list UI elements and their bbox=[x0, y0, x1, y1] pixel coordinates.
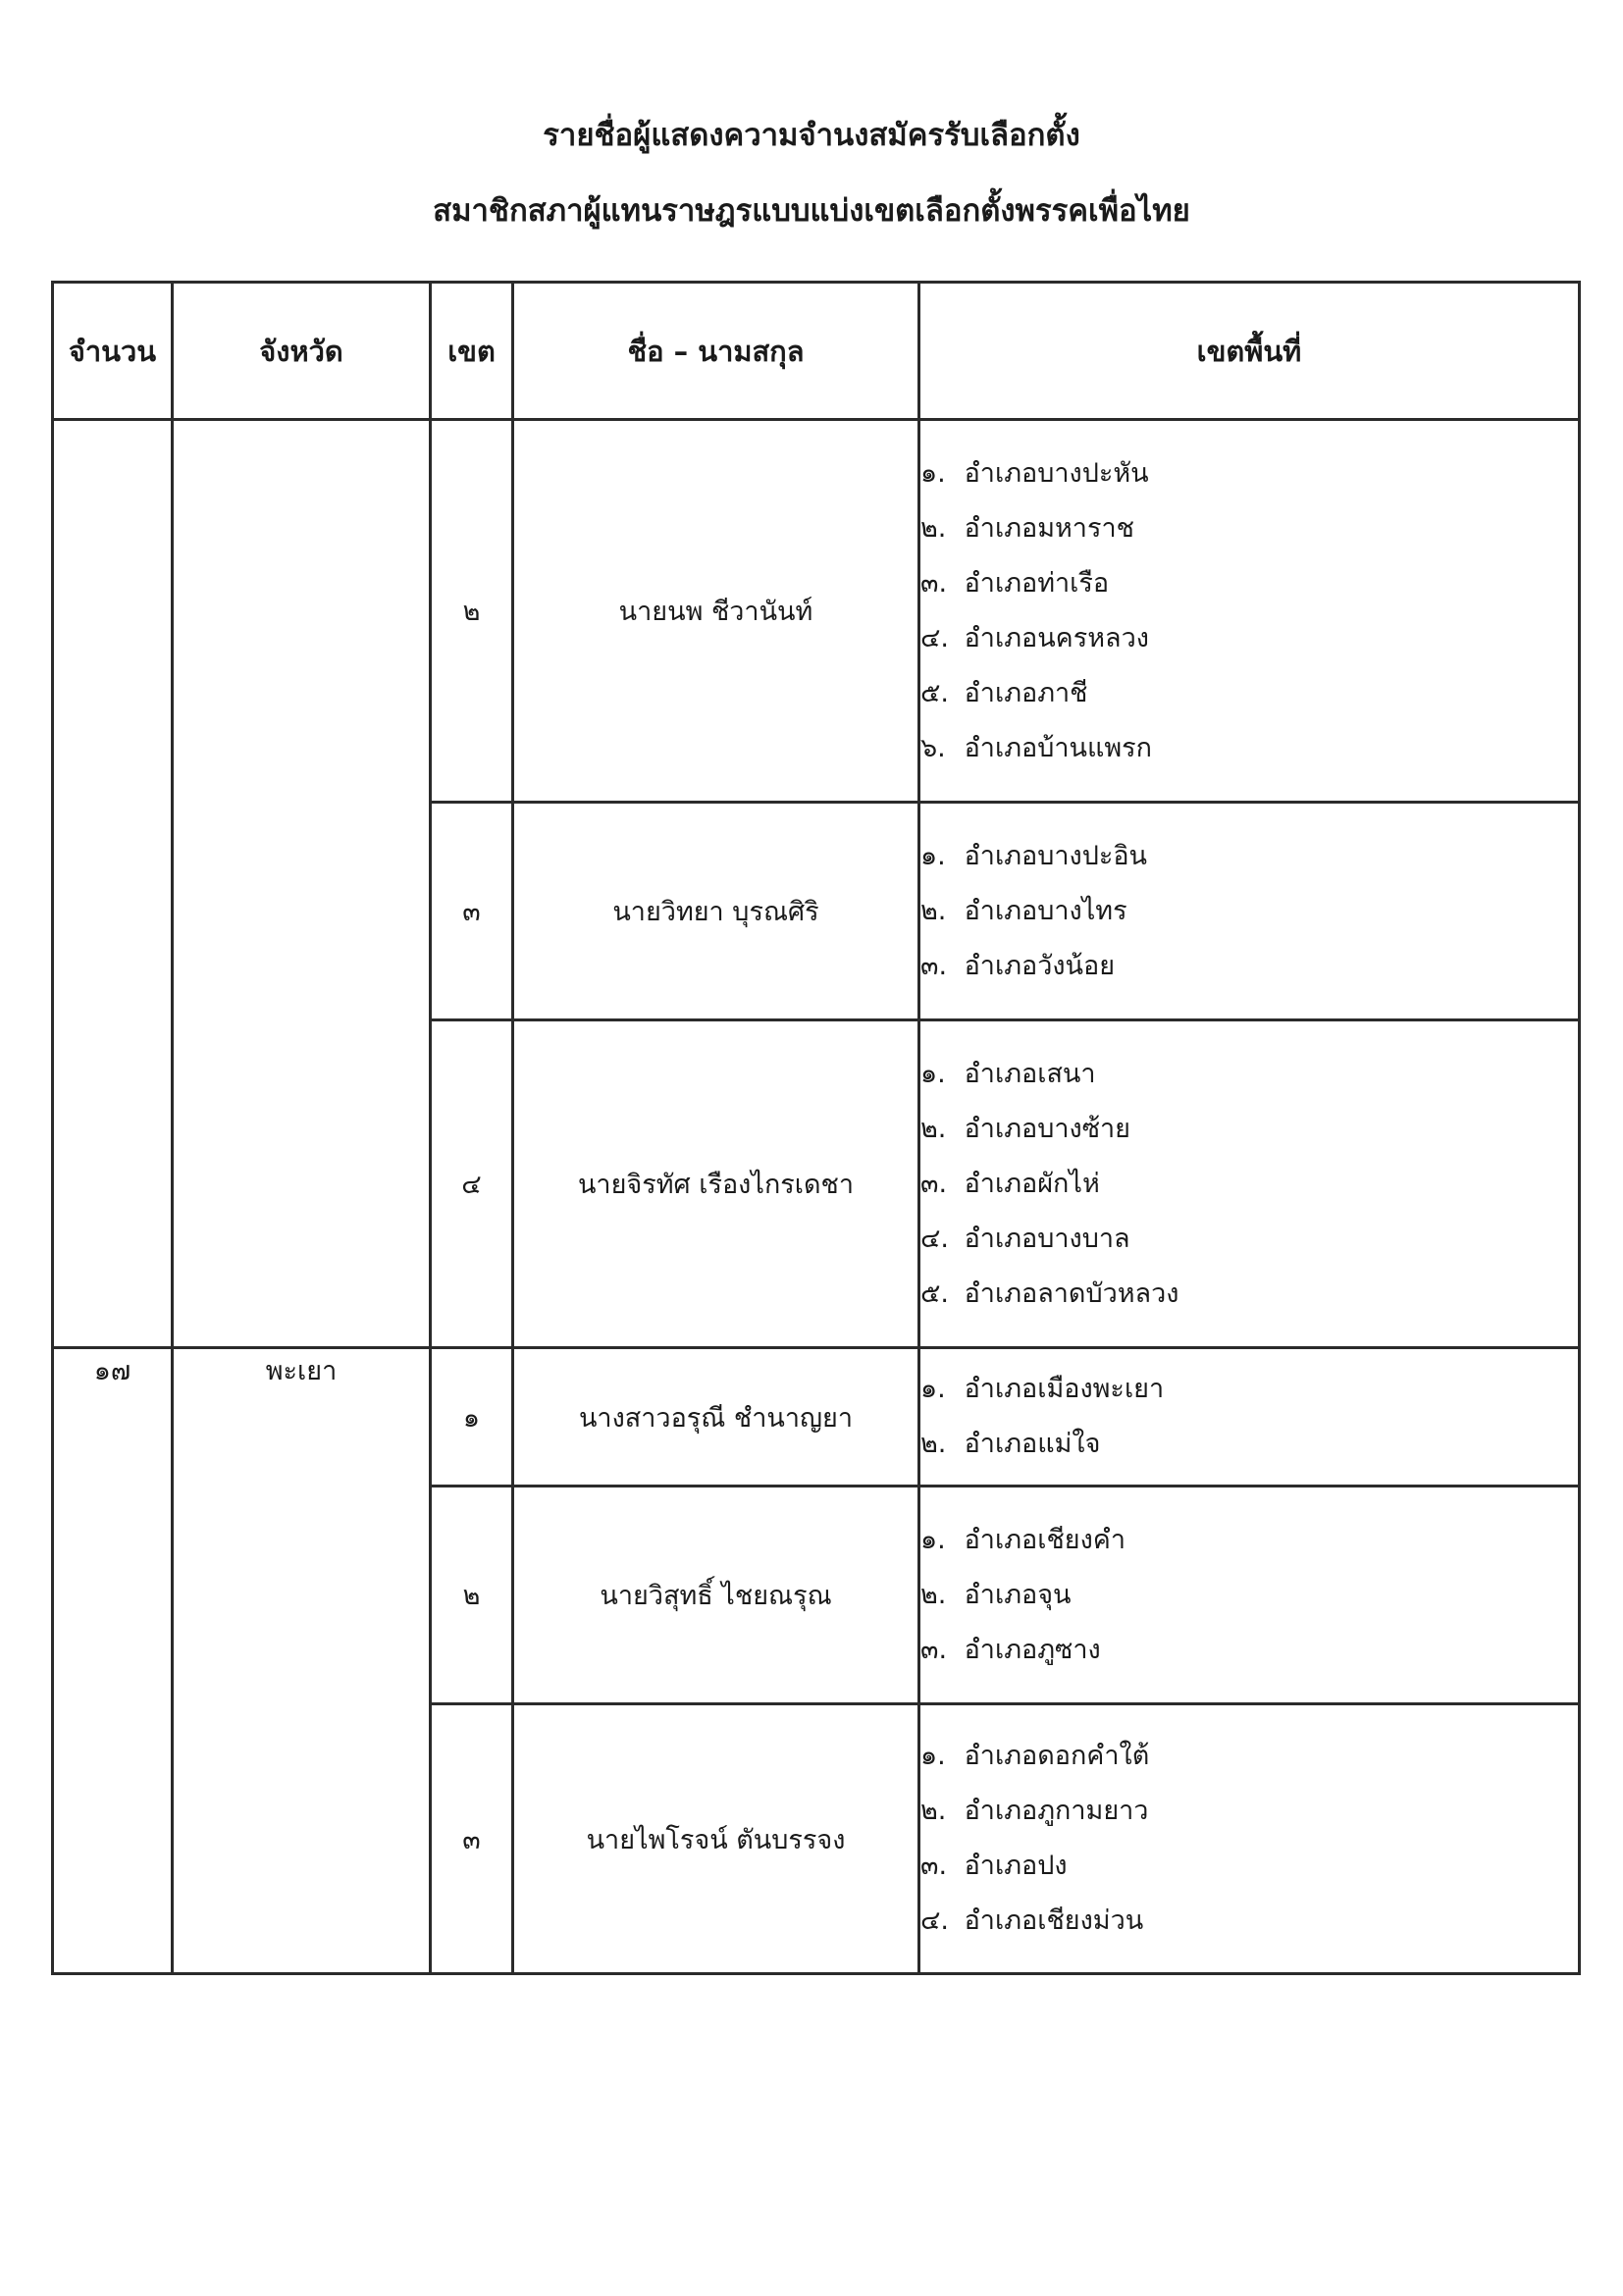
area-item-label: อำเภอจุน bbox=[964, 1579, 1072, 1610]
area-item-label: อำเภอผักไห่ bbox=[964, 1168, 1100, 1199]
candidate-name-cell: นายวิสุทธิ์ ไชยณรุณ bbox=[513, 1487, 919, 1704]
area-item bbox=[920, 721, 1578, 776]
area-item-number: ๕. bbox=[920, 1278, 950, 1309]
area-item-label: อำเภอบ้านแพรก bbox=[964, 732, 1153, 763]
area-item bbox=[920, 1784, 1578, 1839]
area-item bbox=[920, 939, 1578, 994]
district-cell: ๓ bbox=[431, 803, 513, 1020]
area-item bbox=[920, 1102, 1578, 1157]
header-name: ชื่อ – นามสกุล bbox=[513, 283, 919, 420]
area-item-label: อำเภอปง bbox=[964, 1851, 1068, 1881]
candidate-name-cell: นายไพโรจน์ ตันบรรจง bbox=[513, 1704, 919, 1974]
area-item-label: อำเภอภูกามยาว bbox=[964, 1796, 1149, 1826]
area-item bbox=[920, 1047, 1578, 1102]
area-item-number: ๒. bbox=[920, 1579, 947, 1610]
area-item-label: อำเภอวังน้อย bbox=[964, 950, 1116, 981]
count-cell: ๑๗ bbox=[53, 1348, 173, 1974]
province-cell bbox=[173, 420, 431, 1348]
area-cell bbox=[919, 420, 1580, 803]
area-item-label: อำเภอภูซาง bbox=[964, 1634, 1101, 1665]
area-item-label: อำเภอดอกคำใต้ bbox=[964, 1741, 1150, 1771]
district-cell: ๒ bbox=[431, 1487, 513, 1704]
area-item-label: อำเภอบางซ้าย bbox=[964, 1113, 1131, 1144]
area-item-number: ๓. bbox=[920, 950, 948, 981]
candidate-name-cell: นายนพ ชีวานันท์ bbox=[513, 420, 919, 803]
area-list bbox=[920, 1362, 1578, 1472]
area-item-label: อำเภอภาชี bbox=[964, 677, 1088, 708]
header-row bbox=[53, 283, 1580, 420]
district-cell: ๔ bbox=[431, 1020, 513, 1348]
area-item-number: ๑. bbox=[920, 457, 946, 489]
count-cell bbox=[53, 420, 173, 1348]
area-item-label: อำเภอบางบาล bbox=[964, 1223, 1130, 1254]
area-item-number: ๒. bbox=[920, 1429, 947, 1459]
area-list bbox=[920, 829, 1578, 994]
area-item-number: ๑. bbox=[920, 1524, 946, 1555]
candidate-name-cell: นายวิทยา บุรณศิริ bbox=[513, 803, 919, 1020]
area-item-label: อำเภอบางปะหัน bbox=[964, 457, 1149, 489]
area-item bbox=[920, 611, 1578, 666]
area-item-number: ๓. bbox=[920, 1168, 948, 1199]
area-item bbox=[920, 666, 1578, 721]
area-item-number: ๒. bbox=[920, 512, 947, 544]
header-province: จังหวัด bbox=[173, 283, 431, 420]
area-item-number: ๓. bbox=[920, 1851, 948, 1881]
area-item bbox=[920, 1267, 1578, 1322]
candidate-name-cell: นายจิรทัศ เรืองไกรเดชา bbox=[513, 1020, 919, 1348]
header-count: จำนวน bbox=[53, 283, 173, 420]
header-area: เขตพื้นที่ bbox=[919, 283, 1580, 420]
area-item-number: ๖. bbox=[920, 732, 946, 763]
area-item-number: ๓. bbox=[920, 567, 948, 599]
table-body bbox=[53, 420, 1580, 1974]
area-list bbox=[920, 1047, 1578, 1322]
document-subtitle: สมาชิกสภาผู้แทนราษฎรแบบแบ่งเขตเลือกตั้งพรรคเพื่อไทย bbox=[433, 193, 1190, 229]
table-row bbox=[53, 420, 1580, 803]
district-cell: ๒ bbox=[431, 420, 513, 803]
area-item-number: ๑. bbox=[920, 840, 946, 871]
area-item-label: อำเภอลาดบัวหลวง bbox=[964, 1278, 1179, 1309]
area-item bbox=[920, 501, 1578, 556]
area-item-label: อำเภอบางไทร bbox=[964, 895, 1127, 926]
area-item bbox=[920, 1729, 1578, 1784]
area-item bbox=[920, 1513, 1578, 1568]
area-item-number: ๔. bbox=[920, 1905, 950, 1936]
area-cell bbox=[919, 1487, 1580, 1704]
area-item bbox=[920, 446, 1578, 501]
area-cell bbox=[919, 1704, 1580, 1974]
area-item bbox=[920, 1212, 1578, 1267]
area-item-number: ๒. bbox=[920, 1113, 947, 1144]
candidate-table bbox=[51, 281, 1581, 1975]
area-item bbox=[920, 1417, 1578, 1472]
area-item-number: ๔. bbox=[920, 1223, 950, 1254]
area-item-number: ๑. bbox=[920, 1374, 946, 1404]
area-item-number: ๒. bbox=[920, 1796, 947, 1826]
area-list bbox=[920, 446, 1578, 776]
area-item-label: อำเภอบางปะอิน bbox=[964, 840, 1148, 871]
area-item-label: อำเภอเชียงคำ bbox=[964, 1524, 1126, 1555]
table-header bbox=[53, 283, 1580, 420]
area-item-label: อำเภอแม่ใจ bbox=[964, 1429, 1101, 1459]
district-cell: ๓ bbox=[431, 1704, 513, 1974]
area-cell bbox=[919, 1348, 1580, 1487]
area-item-label: อำเภอมหาราช bbox=[964, 512, 1134, 544]
area-item-label: อำเภอเชียงม่วน bbox=[964, 1905, 1144, 1936]
area-item-number: ๓. bbox=[920, 1634, 948, 1665]
candidate-name-cell: นางสาวอรุณี ชำนาญยา bbox=[513, 1348, 919, 1487]
area-list bbox=[920, 1729, 1578, 1949]
area-item bbox=[920, 556, 1578, 611]
area-item-label: อำเภอนครหลวง bbox=[964, 622, 1149, 653]
province-cell: พะเยา bbox=[173, 1348, 431, 1974]
area-item bbox=[920, 1623, 1578, 1678]
area-item bbox=[920, 1568, 1578, 1623]
header-district: เขต bbox=[431, 283, 513, 420]
area-item bbox=[920, 1362, 1578, 1417]
area-item-label: อำเภอเสนา bbox=[964, 1058, 1096, 1089]
area-item bbox=[920, 1157, 1578, 1212]
table-row bbox=[53, 1348, 1580, 1487]
district-cell: ๑ bbox=[431, 1348, 513, 1487]
area-item bbox=[920, 884, 1578, 939]
area-list bbox=[920, 1513, 1578, 1678]
area-item bbox=[920, 829, 1578, 884]
area-item-label: อำเภอท่าเรือ bbox=[964, 567, 1110, 599]
area-item-number: ๒. bbox=[920, 895, 947, 926]
area-item-number: ๕. bbox=[920, 677, 950, 708]
area-cell bbox=[919, 1020, 1580, 1348]
area-item bbox=[920, 1894, 1578, 1949]
area-item-label: อำเภอเมืองพะเยา bbox=[964, 1374, 1165, 1404]
document-title: รายชื่อผู้แสดงความจำนงสมัครรับเลือกตั้ง bbox=[543, 118, 1080, 153]
area-item-number: ๔. bbox=[920, 622, 950, 653]
area-item-number: ๑. bbox=[920, 1058, 946, 1089]
area-item-number: ๑. bbox=[920, 1741, 946, 1771]
area-item bbox=[920, 1839, 1578, 1894]
area-cell bbox=[919, 803, 1580, 1020]
